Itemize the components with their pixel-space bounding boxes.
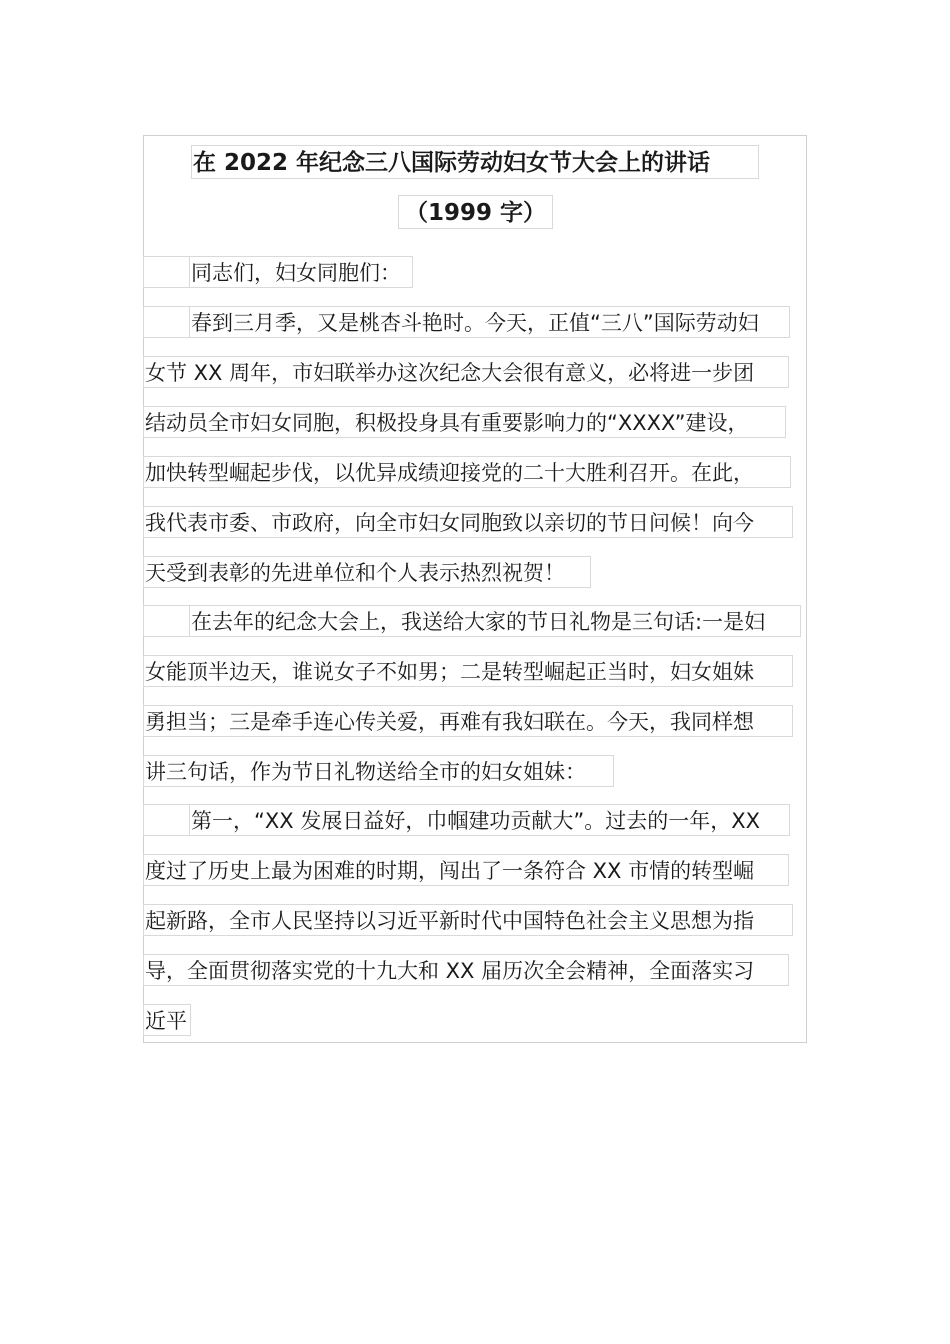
paragraph-line: 天受到表彰的先进单位和个人表示热烈祝贺！ [143, 556, 591, 588]
paragraph-line: 女能顶半边天，谁说女子不如男；二是转型崛起正当时，妇女姐妹 [143, 655, 793, 687]
paragraph-line: 春到三月季，又是桃杏斗艳时。今天，正值“三八”国际劳动妇 [189, 306, 790, 338]
paragraph-line: 第一，“XX 发展日益好，巾帼建功贡献大”。过去的一年，XX [189, 804, 790, 836]
indent-marker [143, 804, 190, 836]
paragraph-line: 在去年的纪念大会上，我送给大家的节日礼物是三句话:一是妇 [189, 605, 801, 637]
paragraph-line: 加快转型崛起步伐，以优异成绩迎接党的二十大胜利召开。在此， [143, 456, 791, 488]
paragraph-line: 起新路，全市人民坚持以习近平新时代中国特色社会主义思想为指 [143, 904, 793, 936]
salutation: 同志们，妇女同胞们： [189, 256, 413, 288]
paragraph-line: 结动员全市妇女同胞，积极投身具有重要影响力的“XXXX”建设， [143, 406, 786, 438]
indent-marker [143, 605, 190, 637]
paragraph-line: 女节 XX 周年，市妇联举办这次纪念大会很有意义，必将进一步团 [143, 356, 789, 388]
indent-marker [143, 256, 190, 288]
paragraph-line: 度过了历史上最为困难的时期，闯出了一条符合 XX 市情的转型崛 [143, 854, 789, 886]
paragraph-line: 勇担当；三是牵手连心传关爱，再难有我妇联在。今天，我同样想 [143, 705, 793, 737]
paragraph-line: 导，全面贯彻落实党的十九大和 XX 届历次全会精神，全面落实习 [143, 954, 789, 986]
paragraph-line: 讲三句话，作为节日礼物送给全市的妇女姐妹： [143, 755, 614, 787]
indent-marker [143, 306, 190, 338]
document-title: 在 2022 年纪念三八国际劳动妇女节大会上的讲话 [191, 145, 759, 179]
paragraph-line: 我代表市委、市政府，向全市妇女同胞致以亲切的节日问候！向今 [143, 506, 793, 538]
paragraph-line: 近平 [143, 1004, 191, 1036]
word-count: （1999 字） [398, 195, 553, 229]
